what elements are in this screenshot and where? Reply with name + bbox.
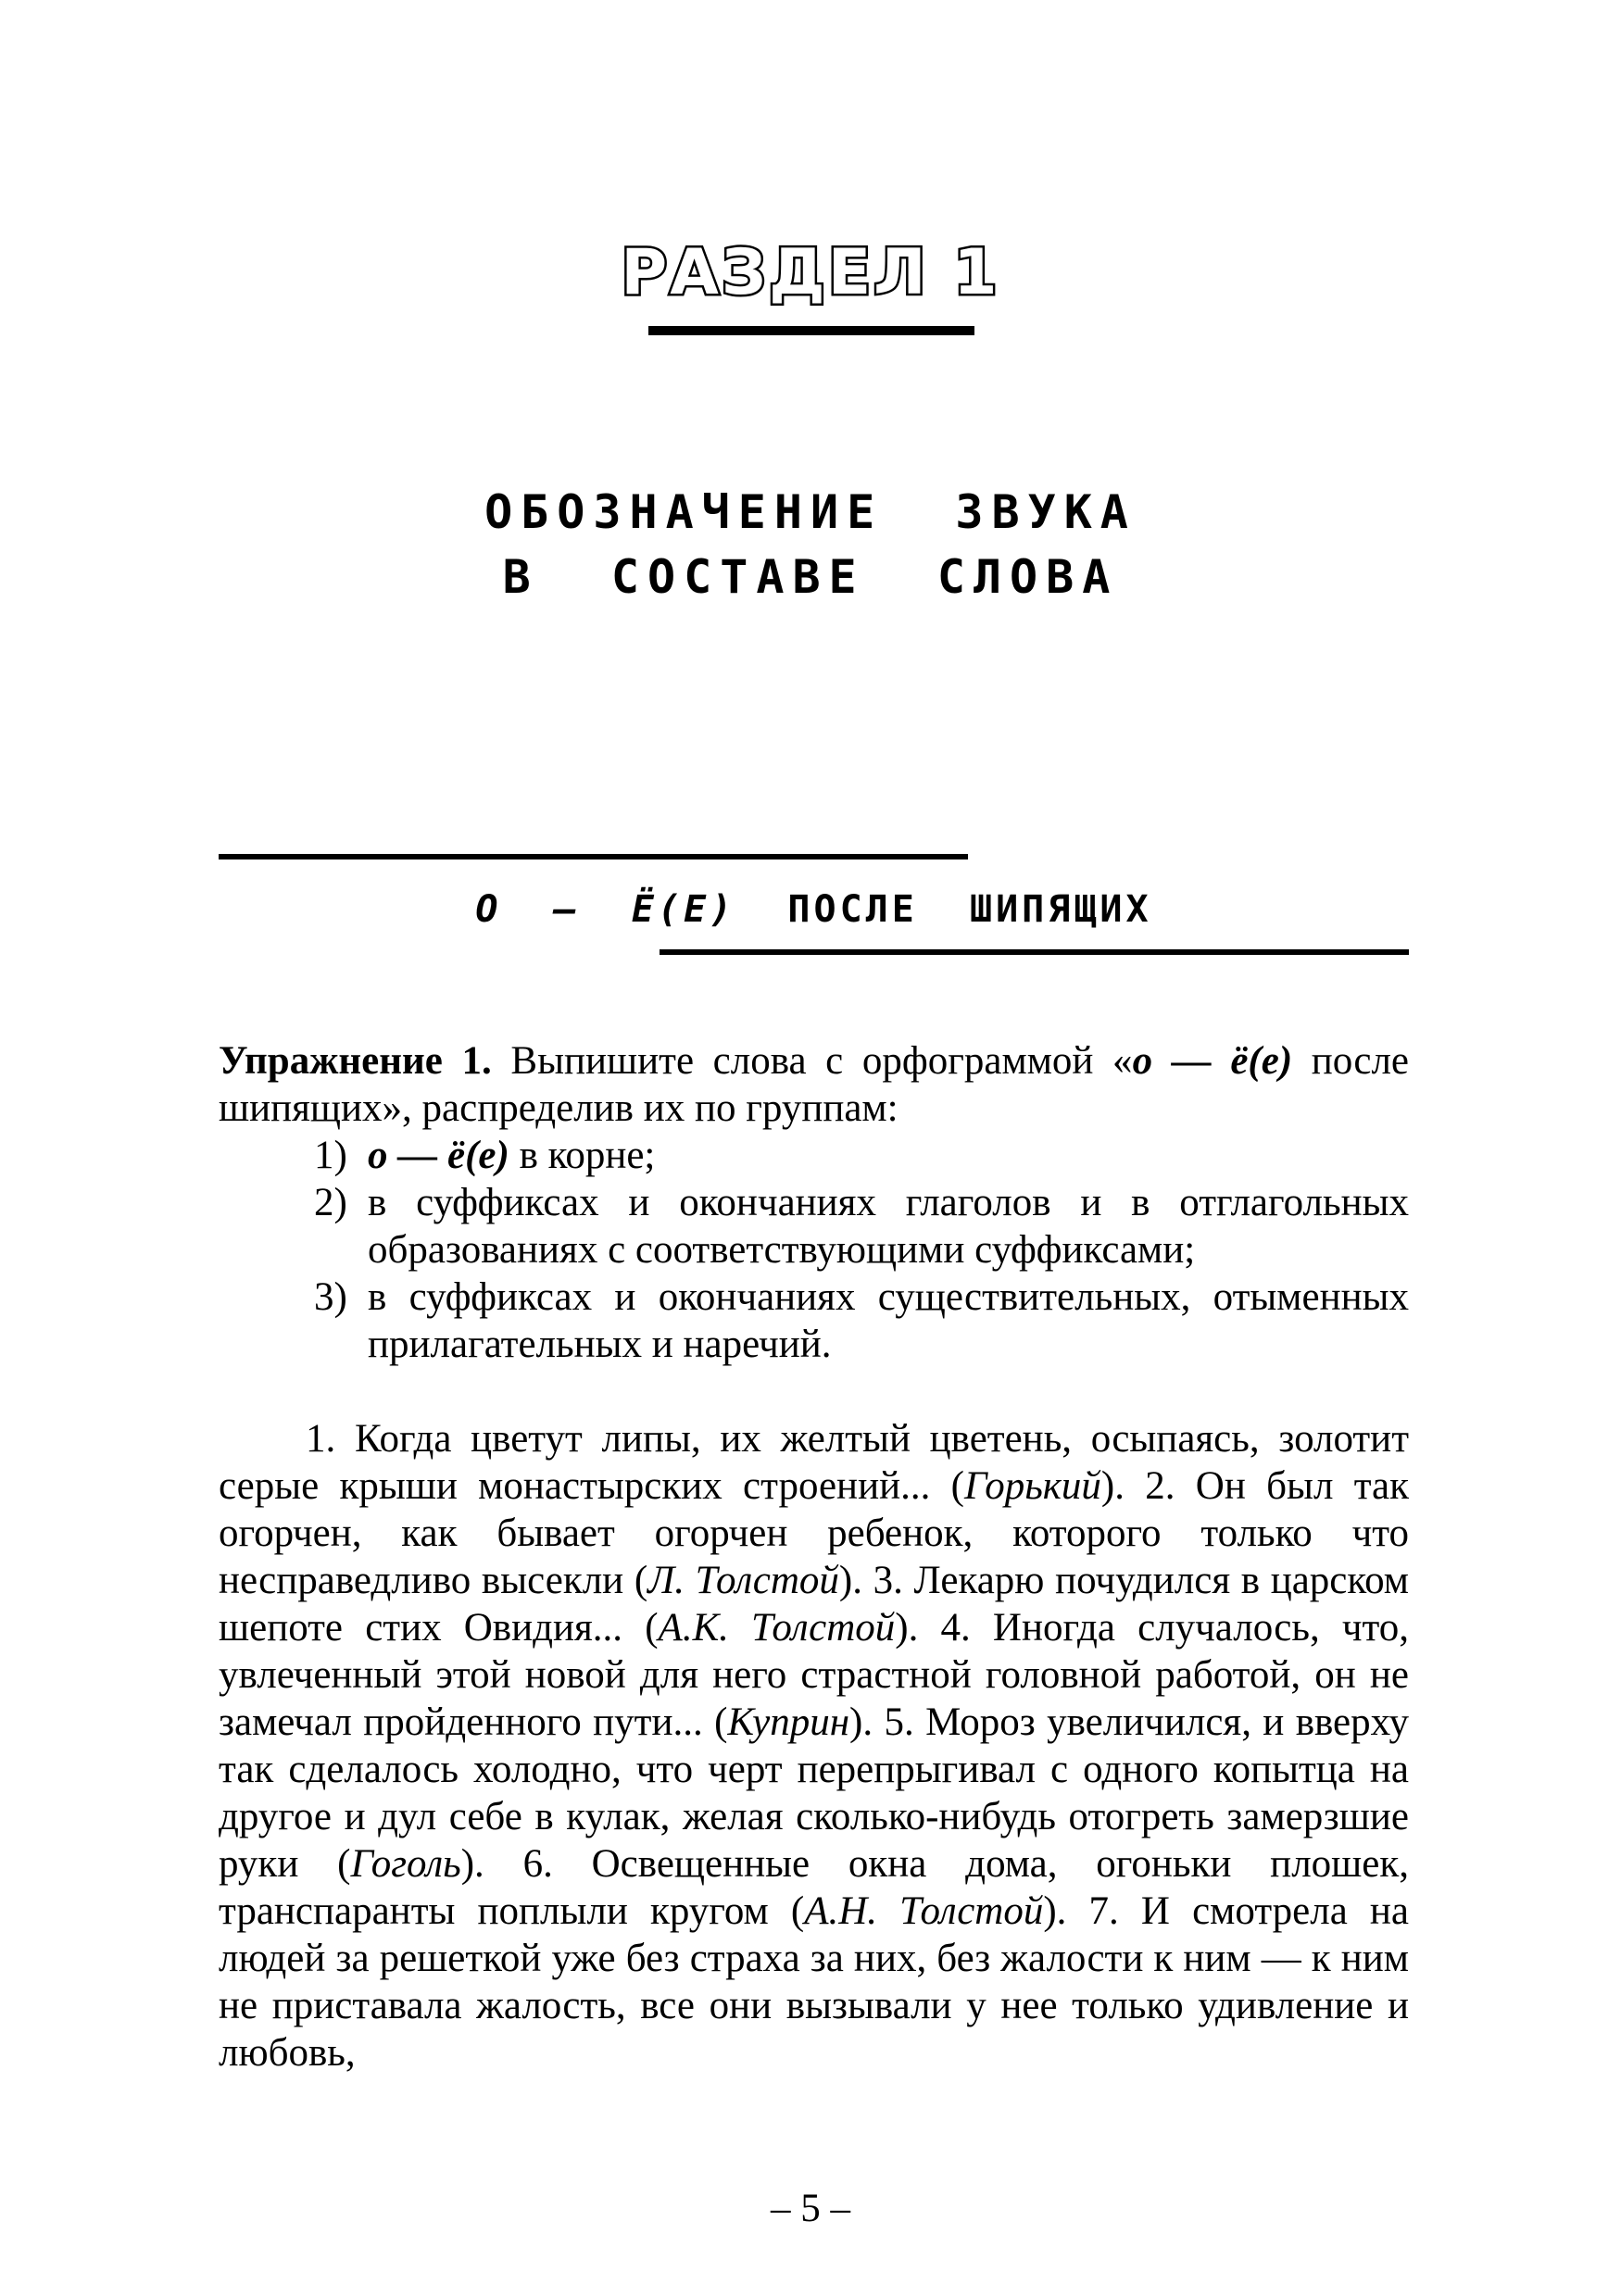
passage-author: Куприн	[727, 1700, 850, 1744]
list-item	[219, 1273, 1409, 1368]
chapter-title-line-2: В СОСТАВЕ СЛОВА	[502, 550, 1119, 604]
passage-text: ). 4. Иногда случалось, что, увлеченный этой новой для него страстной головной работой, он не замечал пройденного пути... (	[219, 1606, 1409, 1744]
passage-author: Л. Толстой	[647, 1559, 839, 1602]
list-item-emphasis: о — ё(е)	[368, 1134, 509, 1177]
passage-text: ). 3. Лекарю почудился в царском шепоте стих Овидия... (	[219, 1559, 1409, 1650]
instruction-part-b: после шипящих», распределив их по группам:	[219, 1039, 1410, 1130]
exercise-instruction	[219, 1037, 1409, 1132]
chapter-title-line-1: ОБОЗНАЧЕНИЕ ЗВУКА	[484, 485, 1137, 539]
passage-author: А.К. Толстой	[658, 1606, 896, 1650]
exercise-group-list	[219, 1132, 1409, 1368]
passage-author: Гоголь	[350, 1842, 461, 1886]
list-item-number: 1)	[314, 1134, 347, 1177]
list-item	[219, 1179, 1409, 1273]
list-item	[219, 1132, 1409, 1179]
passage-author: Горький	[963, 1464, 1101, 1508]
instruction-emphasis: о — ё(е)	[1132, 1039, 1293, 1083]
page-number: – 5 –	[771, 2187, 850, 2230]
chapter-title	[0, 480, 1621, 609]
topic-rule-top	[219, 854, 968, 859]
exercise-passage	[219, 1415, 1409, 2076]
instruction-part-a: Выпишите слова с орфограммой «	[491, 1039, 1133, 1083]
list-item-number: 2)	[314, 1181, 347, 1224]
section-title-underline	[648, 326, 974, 335]
topic-letters: О — Ё(Е)	[475, 888, 736, 931]
topic-rest: ПОСЛЕ ШИПЯЩИХ	[735, 888, 1152, 931]
passage-text: 1. Когда цветут липы, их желтый цветень, осыпаясь, золотит серые крыши монастырских строений... (	[219, 1417, 1409, 1508]
list-item-text: в суффиксах и окончаниях глаголов и в отглагольных образованиях с соответствующими суффиксами;	[368, 1181, 1409, 1272]
exercise-label: Упражнение 1.	[219, 1039, 492, 1083]
topic-heading	[219, 882, 1409, 937]
passage-text: ). 2. Он был так огорчен, как бывает огорчен ребенок, которого только что несправедливо высекли (	[219, 1464, 1409, 1602]
passage-text: ). 5. Мороз увеличился, и вверху так сделалось холодно, что черт перепрыгивал с одного копытца на другое и дул себе в кулак, желая сколько-нибудь отогреть замерзшие руки (	[219, 1700, 1409, 1886]
passage-text: ). 6. Освещенные окна дома, огоньки плошек, транспаранты поплыли кругом (	[219, 1842, 1409, 1933]
passage-text: ). 7. И смотрела на людей за решеткой уже без страха за них, без жалости к ним — к ним не приставала жалость, все они вызывали у нее только удивление и любовь,	[219, 1889, 1409, 2075]
list-item-text: в корне;	[509, 1134, 656, 1177]
list-item-text: в суффиксах и окончаниях существительных, отыменных прилагательных и наречий.	[368, 1275, 1409, 1366]
passage-author: А.Н. Толстой	[804, 1889, 1044, 1933]
list-item-number: 3)	[314, 1275, 347, 1319]
section-title: РАЗДЕЛ 1	[621, 236, 1000, 309]
topic-rule-bottom	[660, 949, 1409, 955]
